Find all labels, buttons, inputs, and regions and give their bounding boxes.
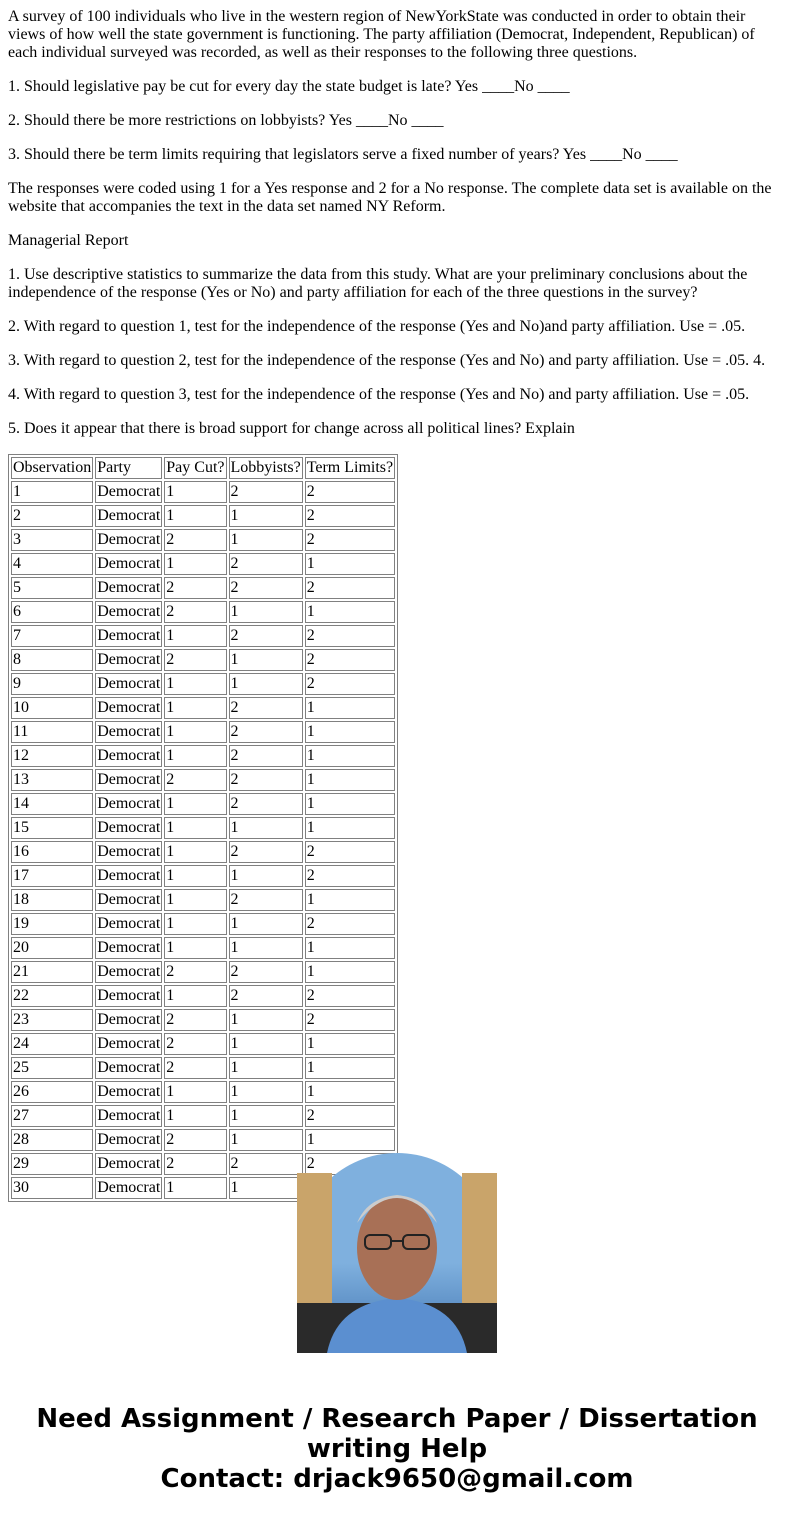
lobbyists-cell: 1: [229, 673, 303, 695]
table-row: [11, 1057, 395, 1079]
intro-paragraph: A survey of 100 individuals who live in the western region of NewYorkState was conducted in order to obtain their views of how well the state government is functioning. The party affiliation (Democrat, Independent, Republican) of each individual surveyed was recorded, as well as their responses to the following three questions.: [8, 8, 755, 61]
party-cell: Democrat: [95, 721, 162, 743]
observation-cell: 24: [11, 1033, 93, 1055]
observation-cell: 27: [11, 1105, 93, 1127]
observation-cell: 9: [11, 673, 93, 695]
lobbyists-cell: 1: [229, 601, 303, 623]
pay-cut-cell: 1: [164, 505, 226, 527]
party-cell: Democrat: [95, 577, 162, 599]
pay-cut-cell: 1: [164, 937, 226, 959]
table-row: [11, 673, 395, 695]
party-cell: Democrat: [95, 625, 162, 647]
term-limits-cell: 1: [305, 601, 395, 623]
pay-cut-cell: 2: [164, 769, 226, 791]
person-portrait-icon: [297, 1153, 497, 1353]
party-cell: Democrat: [95, 673, 162, 695]
lobbyists-cell: 1: [229, 1033, 303, 1055]
party-cell: Democrat: [95, 1105, 162, 1127]
observation-cell: 30: [11, 1177, 93, 1199]
pay-cut-cell: 1: [164, 889, 226, 911]
table-row: [11, 1081, 395, 1103]
party-cell: Democrat: [95, 1009, 162, 1031]
pay-cut-cell: 1: [164, 721, 226, 743]
observation-cell: 22: [11, 985, 93, 1007]
party-cell: Democrat: [95, 745, 162, 767]
table-row: [11, 1129, 395, 1151]
report-item-4: 4. With regard to question 3, test for the independence of the response (Yes and No) and party affiliation. Use = .05.: [8, 386, 750, 403]
observation-cell: 3: [11, 529, 93, 551]
party-cell: Democrat: [95, 529, 162, 551]
lobbyists-cell: 2: [229, 889, 303, 911]
pay-cut-cell: 2: [164, 1129, 226, 1151]
observation-cell: 29: [11, 1153, 93, 1175]
table-row: [11, 1105, 395, 1127]
coding-paragraph: The responses were coded using 1 for a Yes response and 2 for a No response. The complete data set is available on the website that accompanies the text in the data set named NY Reform.: [8, 180, 772, 215]
table-row: [11, 1033, 395, 1055]
party-cell: Democrat: [95, 1129, 162, 1151]
observation-cell: 18: [11, 889, 93, 911]
report-item-5: 5. Does it appear that there is broad support for change across all political lines? Explain: [8, 420, 575, 437]
lobbyists-cell: 1: [229, 937, 303, 959]
lobbyists-cell: 1: [229, 649, 303, 671]
observation-cell: 13: [11, 769, 93, 791]
pay-cut-cell: 1: [164, 841, 226, 863]
table-row: [11, 601, 395, 623]
observation-cell: 5: [11, 577, 93, 599]
party-cell: Democrat: [95, 1153, 162, 1175]
pay-cut-cell: 2: [164, 577, 226, 599]
observation-cell: 1: [11, 481, 93, 503]
pay-cut-cell: 2: [164, 1033, 226, 1055]
party-cell: Democrat: [95, 1033, 162, 1055]
lobbyists-cell: 1: [229, 865, 303, 887]
report-item-1: 1. Use descriptive statistics to summarize the data from this study. What are your preliminary conclusions about the independence of the response (Yes or No) and party affiliation for each of the three questions in the survey?: [8, 266, 748, 301]
observation-cell: 11: [11, 721, 93, 743]
pay-cut-cell: 2: [164, 649, 226, 671]
term-limits-cell: 2: [305, 865, 395, 887]
pay-cut-cell: 1: [164, 625, 226, 647]
observation-cell: 20: [11, 937, 93, 959]
term-limits-cell: 1: [305, 553, 395, 575]
party-cell: Democrat: [95, 601, 162, 623]
party-cell: Democrat: [95, 697, 162, 719]
table-row: [11, 841, 395, 863]
lobbyists-cell: 2: [229, 745, 303, 767]
observation-cell: 17: [11, 865, 93, 887]
party-cell: Democrat: [95, 985, 162, 1007]
pay-cut-cell: 1: [164, 793, 226, 815]
table-row: [11, 529, 395, 551]
question-2: 2. Should there be more restrictions on lobbyists? Yes ____No ____: [8, 112, 444, 129]
help-headline: Need Assignment / Research Paper / Dissertation writing Help: [36, 1404, 758, 1464]
pay-cut-cell: 1: [164, 1081, 226, 1103]
party-cell: Democrat: [95, 481, 162, 503]
lobbyists-cell: 1: [229, 1057, 303, 1079]
term-limits-cell: 1: [305, 1081, 395, 1103]
term-limits-cell: 2: [305, 625, 395, 647]
question-1: 1. Should legislative pay be cut for every day the state budget is late? Yes ____No ____: [8, 78, 570, 95]
term-limits-cell: 2: [305, 649, 395, 671]
term-limits-cell: 2: [305, 577, 395, 599]
party-cell: Democrat: [95, 793, 162, 815]
term-limits-cell: 1: [305, 961, 395, 983]
author-photo: [297, 1153, 497, 1353]
lobbyists-cell: 2: [229, 625, 303, 647]
term-limits-cell: 1: [305, 745, 395, 767]
pay-cut-cell: 1: [164, 1177, 226, 1199]
lobbyists-cell: 2: [229, 793, 303, 815]
table-row: [11, 1009, 395, 1031]
lobbyists-cell: 1: [229, 1129, 303, 1151]
term-limits-cell: 1: [305, 889, 395, 911]
table-row: [11, 481, 395, 503]
term-limits-cell: 1: [305, 793, 395, 815]
observation-cell: 12: [11, 745, 93, 767]
table-header-row: [11, 457, 395, 479]
lobbyists-cell: 2: [229, 985, 303, 1007]
party-cell: Democrat: [95, 817, 162, 839]
pay-cut-cell: 2: [164, 1153, 226, 1175]
party-cell: Democrat: [95, 937, 162, 959]
term-limits-cell: 1: [305, 1033, 395, 1055]
table-row: [11, 625, 395, 647]
observation-cell: 10: [11, 697, 93, 719]
lobbyists-cell: 2: [229, 841, 303, 863]
lobbyists-cell: 2: [229, 553, 303, 575]
lobbyists-cell: 2: [229, 577, 303, 599]
observation-cell: 16: [11, 841, 93, 863]
table-row: [11, 577, 395, 599]
pay-cut-cell: 1: [164, 817, 226, 839]
pay-cut-cell: 1: [164, 697, 226, 719]
term-limits-cell: 2: [305, 673, 395, 695]
lobbyists-cell: 2: [229, 769, 303, 791]
lobbyists-cell: 1: [229, 1105, 303, 1127]
table-row: [11, 961, 395, 983]
report-item-2: 2. With regard to question 1, test for the independence of the response (Yes and No)and party affiliation. Use = .05.: [8, 318, 746, 335]
term-limits-cell: Term Limits?: [305, 457, 395, 479]
table-row: [11, 769, 395, 791]
term-limits-cell: 2: [305, 481, 395, 503]
lobbyists-cell: Lobbyists?: [229, 457, 303, 479]
party-cell: Democrat: [95, 769, 162, 791]
term-limits-cell: 2: [305, 1153, 395, 1175]
observation-cell: 25: [11, 1057, 93, 1079]
term-limits-cell: 2: [305, 1009, 395, 1031]
term-limits-cell: 1: [305, 817, 395, 839]
observation-cell: 8: [11, 649, 93, 671]
report-title: Managerial Report: [8, 232, 129, 249]
table-container: [8, 454, 786, 1196]
lobbyists-cell: 2: [229, 481, 303, 503]
lobbyists-cell: 2: [229, 721, 303, 743]
term-limits-cell: 2: [305, 1105, 395, 1127]
pay-cut-cell: 1: [164, 865, 226, 887]
lobbyists-cell: 1: [229, 817, 303, 839]
lobbyists-cell: 2: [229, 697, 303, 719]
term-limits-cell: 1: [305, 769, 395, 791]
pay-cut-cell: 1: [164, 745, 226, 767]
table-row: [11, 889, 395, 911]
observation-cell: 6: [11, 601, 93, 623]
pay-cut-cell: Pay Cut?: [164, 457, 226, 479]
party-cell: Democrat: [95, 913, 162, 935]
term-limits-cell: 2: [305, 841, 395, 863]
party-cell: Democrat: [95, 841, 162, 863]
pay-cut-cell: 1: [164, 913, 226, 935]
observation-cell: 19: [11, 913, 93, 935]
lobbyists-cell: 1: [229, 1009, 303, 1031]
term-limits-cell: 1: [305, 1129, 395, 1151]
table-row: [11, 817, 395, 839]
observation-cell: 7: [11, 625, 93, 647]
table-row: [11, 505, 395, 527]
pay-cut-cell: 2: [164, 1057, 226, 1079]
party-cell: Democrat: [95, 505, 162, 527]
pay-cut-cell: 1: [164, 1105, 226, 1127]
pay-cut-cell: 1: [164, 481, 226, 503]
lobbyists-cell: 1: [229, 505, 303, 527]
term-limits-cell: 1: [305, 937, 395, 959]
table-row: [11, 649, 395, 671]
party-cell: Party: [95, 457, 162, 479]
party-cell: Democrat: [95, 1177, 162, 1199]
lobbyists-cell: 1: [229, 529, 303, 551]
table-row: [11, 697, 395, 719]
table-row: [11, 793, 395, 815]
party-cell: Democrat: [95, 889, 162, 911]
observation-cell: 21: [11, 961, 93, 983]
table-row: [11, 865, 395, 887]
pay-cut-cell: 2: [164, 601, 226, 623]
table-row: [11, 937, 395, 959]
contact-banner: [0, 1404, 794, 1494]
term-limits-cell: 2: [305, 505, 395, 527]
pay-cut-cell: 2: [164, 1009, 226, 1031]
term-limits-cell: 2: [305, 529, 395, 551]
lobbyists-cell: 1: [229, 1081, 303, 1103]
term-limits-cell: 1: [305, 721, 395, 743]
table-row: [11, 985, 395, 1007]
party-cell: Democrat: [95, 961, 162, 983]
report-item-3: 3. With regard to question 2, test for the independence of the response (Yes and No) and party affiliation. Use = .05. 4.: [8, 352, 766, 369]
pay-cut-cell: 1: [164, 673, 226, 695]
party-cell: Democrat: [95, 1081, 162, 1103]
table-row: [11, 745, 395, 767]
party-cell: Democrat: [95, 649, 162, 671]
table-row: [11, 721, 395, 743]
observation-cell: Observation: [11, 457, 93, 479]
data-table: [8, 454, 398, 1202]
pay-cut-cell: 2: [164, 961, 226, 983]
term-limits-cell: 2: [305, 985, 395, 1007]
party-cell: Democrat: [95, 865, 162, 887]
observation-cell: 28: [11, 1129, 93, 1151]
term-limits-cell: 2: [305, 913, 395, 935]
observation-cell: 2: [11, 505, 93, 527]
lobbyists-cell: 1: [229, 913, 303, 935]
observation-cell: 23: [11, 1009, 93, 1031]
pay-cut-cell: 1: [164, 553, 226, 575]
table-row: [11, 553, 395, 575]
term-limits-cell: 1: [305, 1057, 395, 1079]
table-row: [11, 913, 395, 935]
question-3: 3. Should there be term limits requiring that legislators serve a fixed number of years? Yes ____No ____: [8, 146, 678, 163]
pay-cut-cell: 2: [164, 529, 226, 551]
party-cell: Democrat: [95, 553, 162, 575]
lobbyists-cell: 2: [229, 961, 303, 983]
contact-email: Contact: drjack9650@gmail.com: [160, 1464, 634, 1494]
lobbyists-cell: 2: [229, 1153, 303, 1175]
observation-cell: 26: [11, 1081, 93, 1103]
pay-cut-cell: 1: [164, 985, 226, 1007]
lobbyists-cell: 1: [229, 1177, 303, 1199]
observation-cell: 15: [11, 817, 93, 839]
party-cell: Democrat: [95, 1057, 162, 1079]
term-limits-cell: 1: [305, 697, 395, 719]
observation-cell: 14: [11, 793, 93, 815]
observation-cell: 4: [11, 553, 93, 575]
